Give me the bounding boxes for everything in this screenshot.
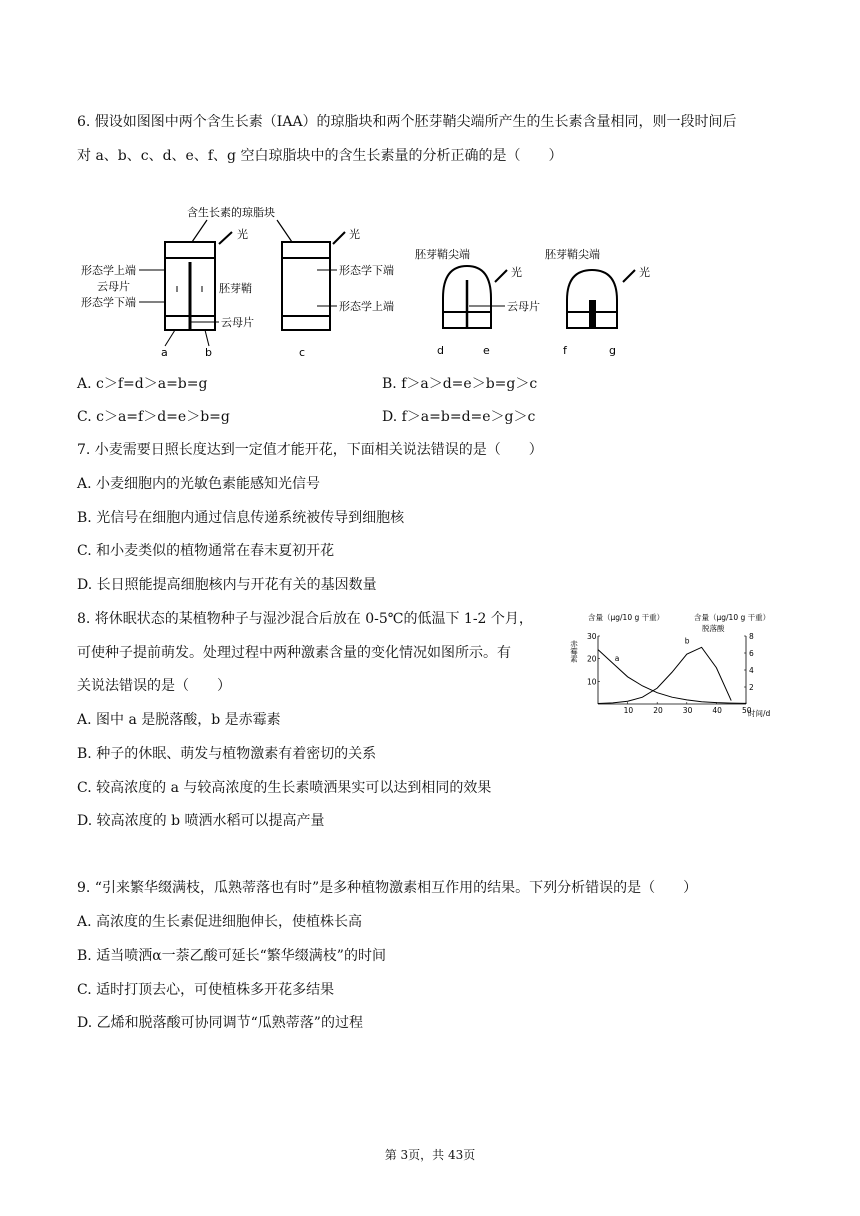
q9-option-b[interactable]: B. 适当喷洒α一萘乙酸可延长“繁华缀满枝”的时间	[77, 948, 386, 964]
fig-right-down: 形态学下端	[339, 264, 394, 277]
q9-option-a[interactable]: A. 高浓度的生长素促进细胞伸长，使植株长高	[77, 914, 363, 930]
chart-x-tick-label-0: 10	[623, 706, 634, 715]
fig-coleoptile: 胚芽鞘	[219, 282, 252, 295]
fig-mica-3: 云母片	[507, 300, 540, 313]
chart-right-axis-name: 脱落酸	[702, 624, 725, 633]
chart-y-left-tick-label-2: 30	[587, 632, 597, 641]
chart-x-tick-label-1: 20	[653, 706, 663, 715]
chart-series-line-a	[598, 650, 746, 704]
chart-right-title: 含量（μg/10 g 干重）	[694, 613, 771, 622]
q8-stem-line1: 8. 将休眠状态的某植物种子与湿沙混合后放在 0-5℃的低温下 1-2 个月，	[77, 611, 533, 627]
chart-y-right-tick-label-3: 8	[749, 632, 754, 641]
chart-x-tick-label-2: 30	[682, 706, 693, 715]
fig-label-d: d	[437, 344, 444, 357]
fig-label-a: a	[161, 346, 168, 359]
fig-tip-1: 胚芽鞘尖端	[415, 248, 470, 261]
fig-tip-2: 胚芽鞘尖端	[545, 248, 600, 261]
fig-light-3: 光	[511, 266, 522, 279]
fig-top-up: 形态学上端	[81, 264, 136, 277]
chart-y-left-tick-label-1: 20	[587, 654, 597, 664]
fig-bottom-down: 形态学下端	[81, 296, 136, 309]
chart-x-label: 时间/d	[748, 709, 771, 718]
chart-x-tick-label-3: 40	[712, 706, 722, 715]
q8-option-d[interactable]: D. 较高浓度的 b 喷洒水稻可以提高产量	[77, 813, 325, 829]
chart-y-left-tick-label-0: 10	[587, 677, 597, 687]
chart-y-right-tick-label-2: 6	[749, 649, 754, 658]
chart-x-tick-label-4: 50	[742, 706, 752, 715]
fig-label-e: e	[483, 344, 490, 357]
fig-label-f: f	[563, 344, 567, 357]
fig-label-b: b	[205, 346, 212, 359]
fig-light-4: 光	[639, 266, 650, 279]
q7-option-c[interactable]: C. 和小麦类似的植物通常在春末夏初开花	[77, 543, 335, 559]
fig-mica-1: 云母片	[97, 280, 130, 293]
q7-option-a[interactable]: A. 小麦细胞内的光敏色素能感知光信号	[77, 476, 321, 492]
q7-stem: 7. 小麦需要日照长度达到一定值才能开花，下面相关说法错误的是（ ）	[77, 442, 543, 458]
q8-option-c[interactable]: C. 较高浓度的 a 与较高浓度的生长素喷洒果实可以达到相同的效果	[77, 780, 492, 796]
fig-right-up: 形态学上端	[339, 300, 394, 313]
fig-light-1: 光	[237, 228, 248, 241]
q8-hormone-chart	[566, 610, 786, 720]
q6-stem-line2: 对 a、b、c、d、e、f、g 空白琼脂块中的含生长素量的分析正确的是（ ）	[77, 148, 563, 164]
fig-label-c: c	[299, 346, 306, 359]
q8-option-b[interactable]: B. 种子的休眠、萌发与植物激素有着密切的关系	[77, 746, 377, 762]
q6-option-d[interactable]: D. f＞a=b=d=e＞g＞c	[382, 409, 536, 425]
fig-label-g: g	[609, 344, 616, 357]
q6-figure	[77, 200, 677, 360]
fig-light-2: 光	[349, 228, 360, 241]
q9-option-c[interactable]: C. 适时打顶去心，可使植株多开花多结果	[77, 982, 335, 998]
q9-option-d[interactable]: D. 乙烯和脱落酸可协同调节“瓜熟蒂落”的过程	[77, 1015, 363, 1031]
q9-stem: 9. “引来繁华缀满枝，瓜熟蒂落也有时”是多种植物激素相互作用的结果。下列分析错误的是（ ）	[77, 880, 698, 896]
q6-stem-line1: 6. 假设如图图中两个含生长素（IAA）的琼脂块和两个胚芽鞘尖端所产生的生长素含量相同，则一段时间后	[77, 114, 737, 130]
q8-stem-line2: 可使种子提前萌发。处理过程中两种激素含量的变化情况如图所示。有	[77, 645, 511, 661]
q6-option-c[interactable]: C. c＞a=f＞d=e＞b=g	[77, 409, 230, 425]
chart-left-title: 含量（μg/10 g 干重）	[588, 613, 665, 622]
q8-option-a[interactable]: A. 图中 a 是脱落酸，b 是赤霉素	[77, 712, 281, 728]
q8-stem-line3: 关说法错误的是（ ）	[77, 678, 231, 694]
q7-option-b[interactable]: B. 光信号在细胞内通过信息传递系统被传导到细胞核	[77, 510, 405, 526]
q6-option-a[interactable]: A. c＞f=d＞a=b=g	[77, 376, 208, 392]
chart-series-label-b: b	[684, 636, 690, 646]
q6-option-b[interactable]: B. f＞a＞d=e＞b=g＞c	[382, 376, 538, 392]
q7-option-d[interactable]: D. 长日照能提高细胞核内与开花有关的基因数量	[77, 577, 377, 593]
fig-agar-label: 含生长素的琼脂块	[187, 206, 275, 219]
chart-y-right-tick-label-0: 2	[749, 683, 754, 692]
chart-left-axis-name: 赤霉素	[569, 640, 579, 663]
chart-y-right-tick-label-1: 4	[749, 666, 754, 675]
fig-mica-2: 云母片	[221, 316, 254, 329]
chart-series-label-a: a	[614, 654, 620, 664]
page-footer: 第 3页，共 43页	[384, 1148, 476, 1162]
